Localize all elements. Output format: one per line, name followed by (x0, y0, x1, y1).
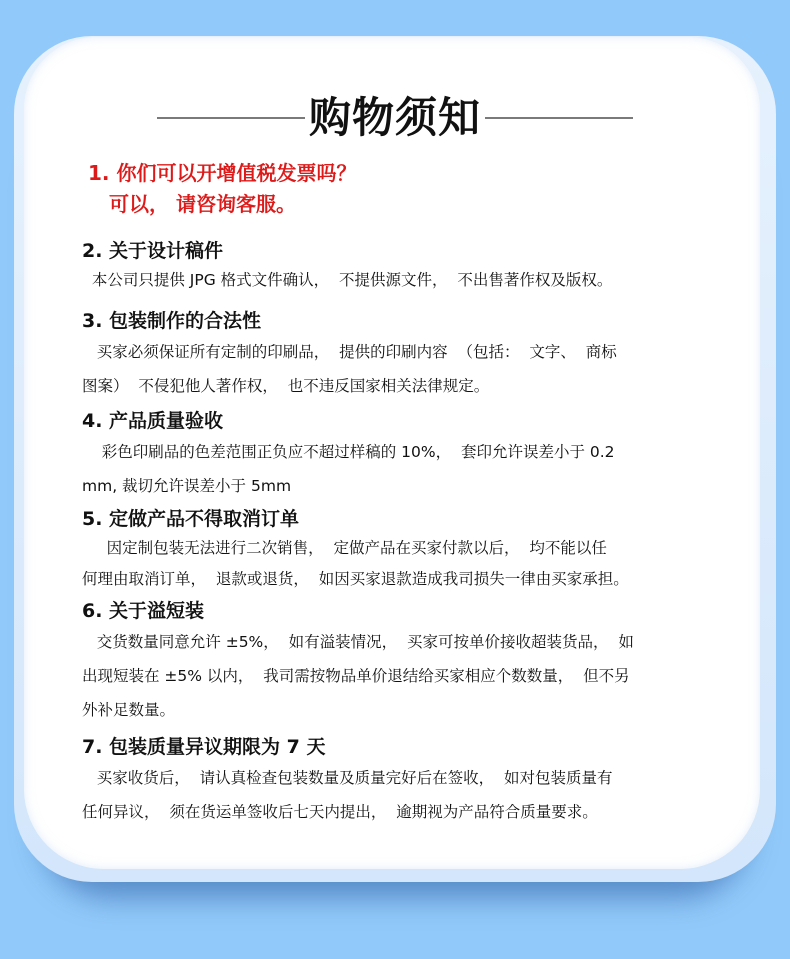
section-text: 因定制包装无法进行二次销售， 定做产品在买家付款以后， 均不能以任 (82, 539, 607, 557)
section-text: 彩色印刷品的色差范围正负应不超过样稿的 10%， 套印允许误差小于 0.2 (82, 443, 615, 461)
section-text: 外补足数量。 (82, 701, 176, 719)
faq-question: 1. 你们可以开增值税发票吗？ (88, 161, 357, 185)
section-text: 本公司只提供 JPG 格式文件确认， 不提供源文件， 不出售著作权及版权。 (82, 271, 613, 289)
section-heading: 6. 关于溢短装 (82, 600, 205, 622)
title-divider-left (157, 117, 305, 119)
section-heading: 7. 包装质量异议期限为 7 天 (82, 736, 326, 758)
section-heading: 4. 产品质量验收 (82, 410, 224, 432)
section-legality (82, 307, 722, 403)
section-text: 何理由取消订单， 退款或退货， 如因买家退款造成我司损失一律由买家承担。 (82, 570, 629, 588)
section-objection-period (82, 733, 722, 829)
section-text: mm, 裁切允许误差小于 5mm (82, 477, 292, 495)
page-title: 购物须知 (308, 93, 481, 142)
title-divider-right (485, 117, 633, 119)
section-heading: 2. 关于设计稿件 (82, 240, 224, 262)
notice-content (82, 158, 722, 829)
faq-answer: 可以， 请咨询客服。 (109, 192, 296, 216)
section-heading: 5. 定做产品不得取消订单 (82, 508, 300, 530)
section-over-short-delivery (82, 597, 722, 727)
section-quality-inspection (82, 407, 722, 503)
title-row (0, 88, 790, 148)
section-design-files (82, 237, 722, 295)
section-text: 交货数量同意允许 ±5%， 如有溢装情况， 买家可按单价接收超装货品， 如 (82, 633, 634, 651)
section-text: 任何异议， 须在货运单签收后七天内提出， 逾期视为产品符合质量要求。 (82, 803, 598, 821)
section-text: 图案） 不侵犯他人著作权， 也不违反国家相关法律规定。 (82, 377, 490, 395)
section-text: 出现短装在 ±5% 以内， 我司需按物品单价退结给买家相应个数数量， 但不另 (82, 667, 630, 685)
section-heading: 3. 包装制作的合法性 (82, 310, 262, 332)
section-text: 买家收货后， 请认真检查包装数量及质量完好后在签收， 如对包装质量有 (82, 769, 613, 787)
section-text: 买家必须保证所有定制的印刷品， 提供的印刷内容 （包括： 文字、 商标 (82, 343, 617, 361)
section-no-cancellation (82, 505, 722, 595)
